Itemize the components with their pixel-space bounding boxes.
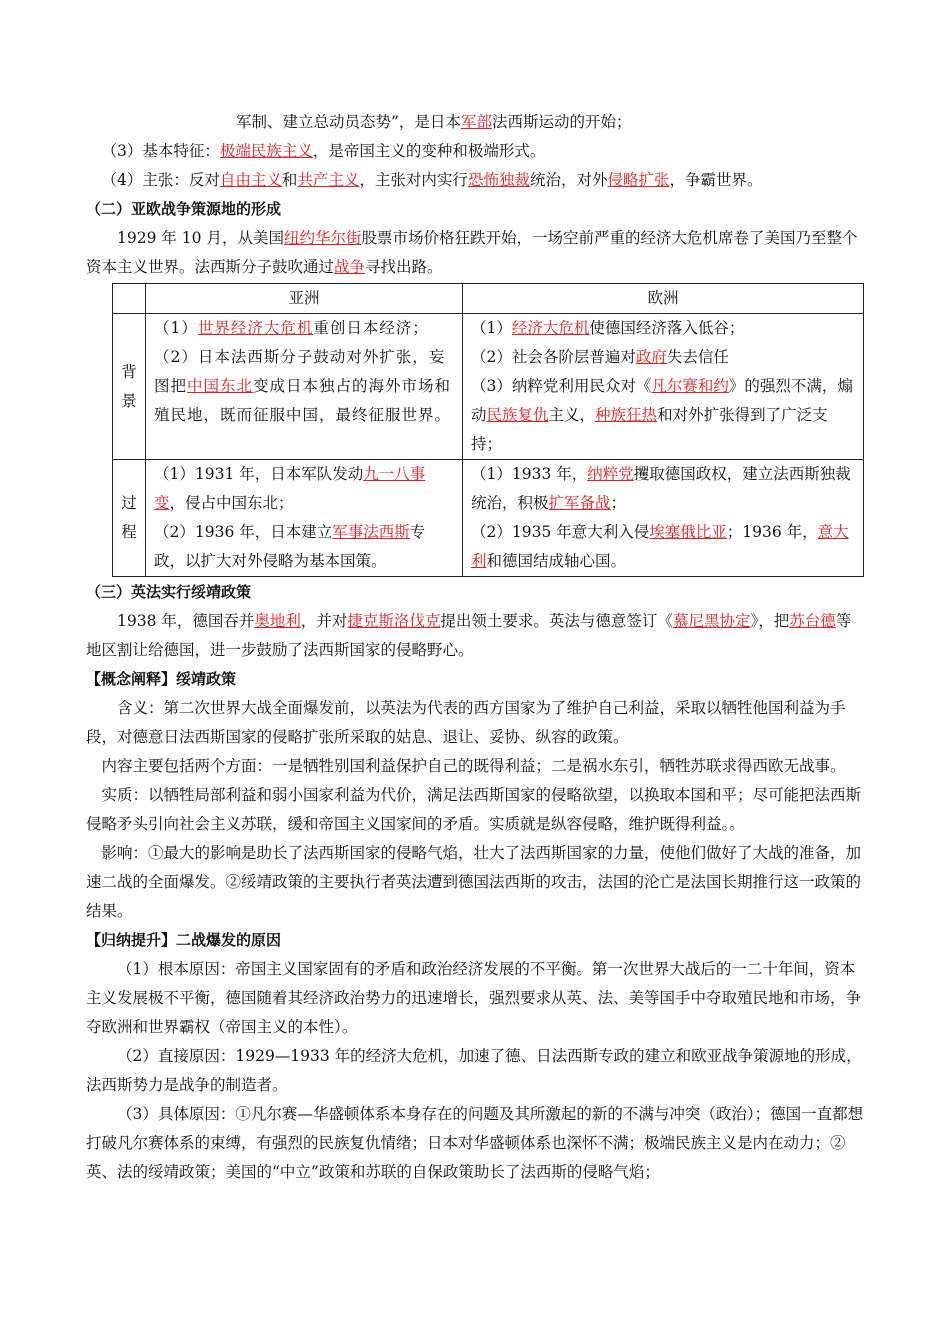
key-term: 侵略扩张 — [607, 171, 670, 189]
asia-europe-table — [112, 283, 864, 577]
basic-feature: （3）基本特征：极端民族主义，是帝国主义的变种和极端形式。 — [101, 142, 546, 160]
key-term: 纳粹党 — [587, 465, 634, 483]
key-term: 共产主义 — [297, 171, 360, 189]
concept-impact: 影响：①最大的影响是助长了法西斯国家的侵略气焰，壮大了法西斯国家的力量，使他们做好了大战的准备，加速二战的全面爆发。②绥靖政策的主要执行者英法遭到德国法西斯的攻击，法国的沦亡是法国长期推行这一政策的结果。 — [86, 844, 862, 920]
key-term: 凡尔赛和约 — [651, 377, 729, 395]
key-term: 九一八事变 — [154, 465, 426, 512]
table-row-process — [113, 460, 864, 577]
cell-background-europe: （1）经济大危机使德国经济落入低谷； （2）社会各阶层普遍对政府失去信任 （3）纳粹党利用民众对《凡尔赛和约》的强烈不满，煽动民族复仇主义，种族狂热和对外扩张得到了广泛支持； — [463, 314, 864, 460]
section-2-paragraph: 1929 年 10 月，从美国纽约华尔街股票市场价格狂跌开始，一场空前严重的经济大危机席卷了美国乃至整个资本主义世界。法西斯分子鼓吹通过战争寻找出路。 — [86, 229, 858, 276]
key-term: 世界经济大危机 — [197, 319, 314, 337]
key-term: 纽约华尔街 — [283, 229, 362, 247]
concept-content: 内容主要包括两个方面：一是牺牲别国利益保护自己的既得利益；二是祸水东引，牺牲苏联求得西欧无战事。 — [101, 757, 846, 775]
key-term: 恐怖独裁 — [467, 171, 530, 189]
key-term: 苏台德 — [789, 612, 836, 630]
row-label-background: 背景 — [113, 314, 146, 460]
table-row-background — [113, 314, 864, 460]
key-term: 慕尼黑协定 — [672, 612, 751, 630]
key-term: 民族复仇 — [486, 406, 549, 424]
claim: （4）主张：反对自由主义和共产主义，主张对内实行恐怖独裁统治，对外侵略扩张，争霸世界。 — [101, 171, 763, 189]
intro-line: 军制、建立总动员态势”，是日本军部法西斯运动的开始； — [236, 113, 632, 131]
key-term: 奥地利 — [254, 612, 301, 630]
key-term: 经济大危机 — [511, 319, 590, 337]
cell-background-asia: （1）世界经济大危机重创日本经济； （2）日本法西斯分子鼓动对外扩张，妄图把中国东北变成日本独占的海外市场和殖民地，既而征服中国，最终征服世界。 — [146, 314, 463, 460]
summary-heading: 【归纳提升】二战爆发的原因 — [86, 931, 282, 949]
col-header-europe: 欧洲 — [463, 284, 864, 314]
cell-process-asia: （1）1931 年，日本军队发动九一八事变，侵占中国东北； （2）1936 年，日本建立军事法西斯专政，以扩大对外侵略为基本国策。 — [146, 460, 463, 577]
cell-process-europe: （1）1933 年，纳粹党攫取德国政权，建立法西斯独裁统治，积极扩军备战； （2）1935 年意大利入侵埃塞俄比亚；1936 年，意大利和德国结成轴心国。 — [463, 460, 864, 577]
corner-cell — [113, 284, 146, 314]
key-term: 战争 — [334, 258, 366, 276]
key-term: 军事法西斯 — [332, 523, 410, 541]
summary-cause-2: （2）直接原因：1929—1933 年的经济大危机，加速了德、日法西斯专政的建立和欧亚战争策源地的形成，法西斯势力是战争的制造者。 — [86, 1047, 862, 1094]
key-term: 种族狂热 — [595, 406, 658, 424]
concept-essence: 实质：以牺牲局部利益和弱小国家利益为代价，满足法西斯国家的侵略欲望，以换取本国和平；尽可能把法西斯侵略矛头引向社会主义苏联，缓和帝国主义国家间的矛盾。实质就是纵容侵略，维护既得利益。。 — [86, 786, 862, 833]
table-header-row — [113, 284, 864, 314]
key-term: 军部 — [460, 113, 492, 131]
section-heading-2: （二）亚欧战争策源地的形成 — [86, 200, 282, 218]
summary-cause-3: （3）具体原因：①凡尔赛—华盛顿体系本身存在的问题及其所激起的新的不满与冲突（政治）；德国一直都想打破凡尔赛体系的束缚，有强烈的民族复仇情绪；日本对华盛顿体系也深怀不满；极端民族主义是内在动力；②英、法的绥靖政策；美国的“中立”政策和苏联的自保政策助长了法西斯的侵略气焰； — [86, 1105, 864, 1181]
document-page — [86, 108, 866, 1187]
col-header-asia: 亚洲 — [146, 284, 463, 314]
concept-meaning: 含义：第二次世界大战全面爆发前，以英法为代表的西方国家为了维护自己利益，采取以牺牲他国利益为手段，对德意日法西斯国家的侵略扩张所采取的姑息、退让、妥协、纵容的政策。 — [86, 699, 846, 746]
key-term: 自由主义 — [219, 171, 282, 189]
row-label-process: 过程 — [113, 460, 146, 577]
key-term: 捷克斯洛伐克 — [347, 612, 441, 630]
section-heading-3: （三）英法实行绥靖政策 — [86, 583, 252, 601]
key-term: 中国东北 — [187, 377, 254, 395]
key-term: 政府 — [635, 348, 667, 366]
summary-cause-1: （1）根本原因：帝国主义国家固有的矛盾和政治经济发展的不平衡。第一次世界大战后的一二十年间，资本主义发展极不平衡，德国随着其经济政治势力的迅速增长，强烈要求从英、法、美等国手中夺取殖民地和市场，争夺欧洲和世界霸权（帝国主义的本性）。 — [86, 960, 862, 1036]
key-term: 极端民族主义 — [219, 142, 313, 160]
section-3-paragraph: 1938 年，德国吞并奥地利，并对捷克斯洛伐克提出领土要求。英法与德意签订《慕尼黑协定》，把苏台德等地区割让给德国，进一步鼓励了法西斯国家的侵略野心。 — [86, 612, 852, 659]
concept-heading: 【概念阐释】绥靖政策 — [86, 670, 237, 688]
key-term: 意大利 — [471, 523, 849, 570]
key-term: 埃塞俄比亚 — [649, 523, 727, 541]
key-term: 扩军备战 — [548, 494, 611, 512]
